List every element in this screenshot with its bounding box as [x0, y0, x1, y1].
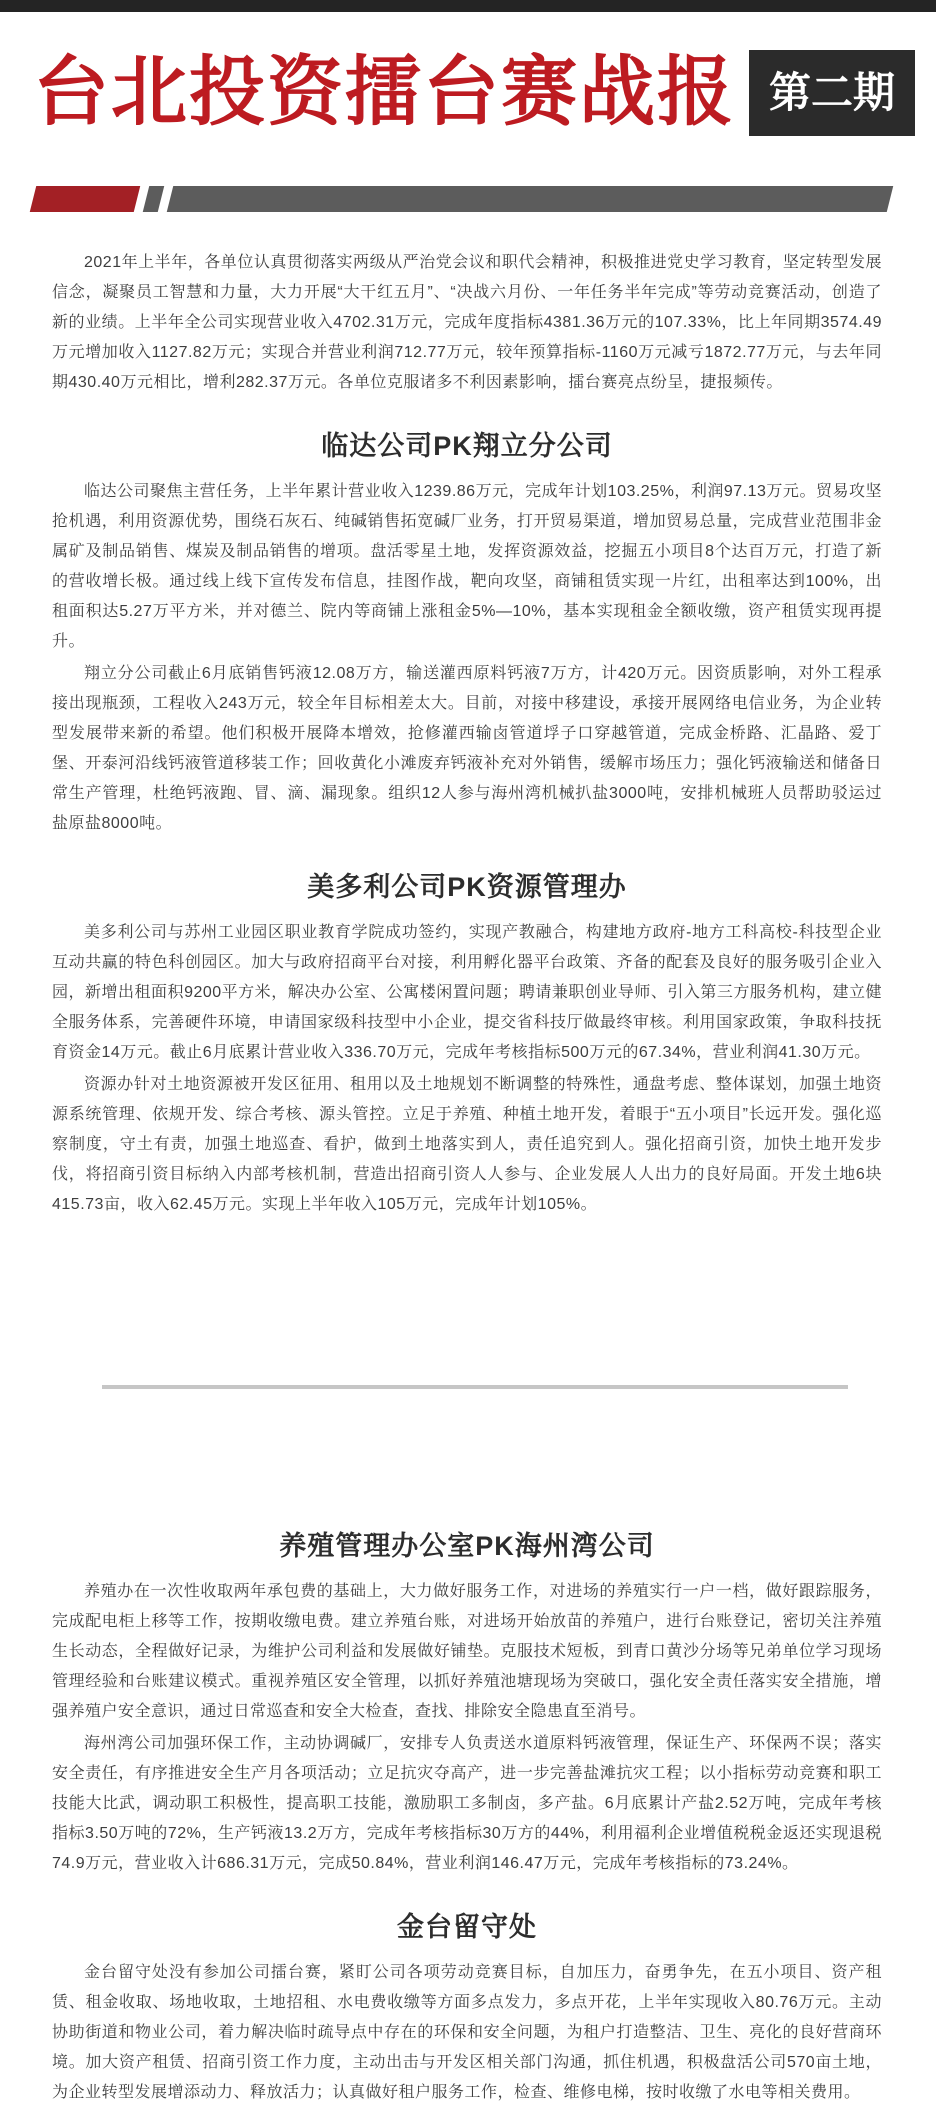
stripe-small-segment	[143, 186, 164, 212]
top-bar	[0, 0, 936, 12]
section-paragraph: 临达公司聚焦主营任务，上半年累计营业收入1239.86万元，完成年计划103.25%，利润97.13万元。贸易攻坚抢机遇，利用资源优势，围绕石灰石、纯碱销售拓宽碱厂业务，打开贸易渠道，增加贸易总量，完成营业范围非金属矿及制品销售、煤炭及制品销售的增项。盘活零星土地，发挥资源效益，挖掘五小项目8个达百万元，打造了新的营收增长极。通过线上线下宣传发布信息，挂图作战，靶向攻坚，商铺租赁实现一片红，出租率达到100%，出租面积达5.27万平方米，并对德兰、院内等商铺上涨租金5%—10%，基本实现租金全额收缴，资产租赁实现再提升。	[52, 483, 882, 650]
section-divider	[102, 1385, 848, 1389]
section-jintai	[52, 1905, 882, 2108]
section-paragraph: 美多利公司与苏州工业园区职业教育学院成功签约，实现产教融合，构建地方政府-地方工科高校-科技型企业互动共赢的特色科创园区。加大与政府招商平台对接，利用孵化器平台政策、齐备的配套及良好的服务吸引企业入园，新增出租面积9200平方米，解决办公室、公寓楼闲置问题；聘请兼职创业导师、引入第三方服务机构，建立健全服务体系，完善硬件环境，申请国家级科技型中小企业，提交省科技厅做最终审核。利用国家政策，争取科技抚育资金14万元。截止6月底累计营业收入336.70万元，完成年考核指标500万元的67.34%，营业利润41.30万元。	[52, 924, 882, 1061]
section-paragraph: 金台留守处没有参加公司擂台赛，紧盯公司各项劳动竞赛目标，自加压力，奋勇争先，在五小项目、资产租赁、租金收取、场地收取，土地招租、水电费收缴等方面多点发力，多点开花，上半年实现收入80.76万元。主动协助街道和物业公司，着力解决临时疏导点中存在的环保和安全问题，为租户打造整洁、卫生、亮化的良好营商环境。加大资产租赁、招商引资工作力度，主动出击与开发区相关部门沟通，抓住机遇，积极盘活公司570亩土地，为企业转型发展增添动力、释放活力；认真做好租户服务工作，检查、维修电梯，按时收缴了水电等相关费用。	[52, 1964, 882, 2101]
issue-badge: 第二期	[749, 50, 915, 136]
stripe-red-segment	[30, 186, 140, 212]
section-paragraph: 翔立分公司截止6月底销售钙液12.08万方，输送灌西原料钙液7万方，计420万元。因资质影响，对外工程承接出现瓶颈，工程收入243万元，较全年目标相差太大。目前，对接中移建设，承接开展网络电信业务，为企业转型发展带来新的希望。他们积极开展降本增效，抢修灌西输卤管道垺子口穿越管道，完成金桥路、汇晶路、爱丁堡、开泰河沿线钙液管道移装工作；回收黄化小滩废弃钙液补充对外销售，缓解市场压力；强化钙液输送和储备日常生产管理，杜绝钙液跑、冒、滴、漏现象。组织12人参与海州湾机械扒盐3000吨，安排机械班人员帮助驳运过盐原盐8000吨。	[52, 665, 882, 832]
section-paragraph: 海州湾公司加强环保工作，主动协调碱厂，安排专人负责送水道原料钙液管理，保证生产、环保两不误；落实安全责任，有序推进安全生产月各项活动；立足抗灾夺高产，进一步完善盐滩抗灾工程；以小指标劳动竞赛和职工技能大比武，调动职工积极性，提高职工技能，激励职工多制卤，多产盐。6月底累计产盐2.52万吨，完成年考核指标3.50万吨的72%，生产钙液13.2万方，完成年考核指标30万方的44%，利用福利企业增值税税金返还实现退税74.9万元，营业收入计686.31万元，完成50.84%，营业利润146.47万元，完成年考核指标的73.24%。	[52, 1735, 882, 1872]
intro-paragraph: 2021年上半年，各单位认真贯彻落实两级从严治党会议和职代会精神，积极推进党史学习教育，坚定转型发展信念，凝聚员工智慧和力量，大力开展“大干红五月”、“决战六月份、一年任务半年完成”等劳动竞赛活动，创造了新的业绩。上半年全公司实现营业收入4702.31万元，完成年度指标4381.36万元的107.33%，比上年同期3574.49万元增加收入1127.82万元；实现合并营业利润712.77万元，较年预算指标-1160万元减亏1872.77万元，与去年同期430.40万元相比，增利282.37万元。各单位克服诸多不利因素影响，擂台赛亮点纷呈，捷报频传。	[52, 254, 882, 391]
section-heading: 养殖管理办公室PK海州湾公司	[279, 1531, 655, 1561]
section-heading: 金台留守处	[397, 1912, 537, 1942]
section-lingda-vs-xiangli	[52, 424, 882, 839]
section-paragraph: 资源办针对土地资源被开发区征用、租用以及土地规划不断调整的特殊性，通盘考虑、整体谋划，加强土地资源系统管理、依规开发、综合考核、源头管控。立足于养殖、种植土地开发，着眼于“五小项目”长远开发。强化巡察制度，守土有责，加强土地巡查、看护，做到土地落实到人，责任追究到人。强化招商引资，加快土地开发步伐，将招商引资目标纳入内部考核机制，营造出招商引资人人参与、企业发展人人出力的良好局面。开发土地6块415.73亩，收入62.45万元。实现上半年收入105万元，完成年计划105%。	[52, 1076, 882, 1213]
newsletter-title: 台北投资擂台赛战报	[33, 50, 735, 136]
section-heading: 美多利公司PK资源管理办	[307, 872, 627, 902]
stripe-long-segment	[167, 186, 893, 212]
section-yangzhi-vs-haizhouwan	[52, 1524, 882, 1879]
masthead	[33, 50, 896, 136]
section-meiduoli-vs-ziyuan	[52, 865, 882, 1220]
decorative-stripe	[33, 186, 890, 212]
section-paragraph: 养殖办在一次性收取两年承包费的基础上，大力做好服务工作，对进场的养殖实行一户一档，做好跟踪服务，完成配电柜上移等工作，按期收缴电费。建立养殖台账，对进场开始放苗的养殖户，进行台账登记，密切关注养殖生长动态，全程做好记录，为维护公司利益和发展做好铺垫。克服技术短板，到青口黄沙分场等兄弟单位学习现场管理经验和台账建议模式。重视养殖区安全管理，以抓好养殖池塘现场为突破口，强化安全责任落实安全措施，增强养殖户安全意识，通过日常巡查和安全大检查，查找、排除安全隐患直至消号。	[52, 1583, 882, 1720]
article-body	[0, 212, 936, 2108]
section-heading: 临达公司PK翔立分公司	[321, 431, 613, 461]
